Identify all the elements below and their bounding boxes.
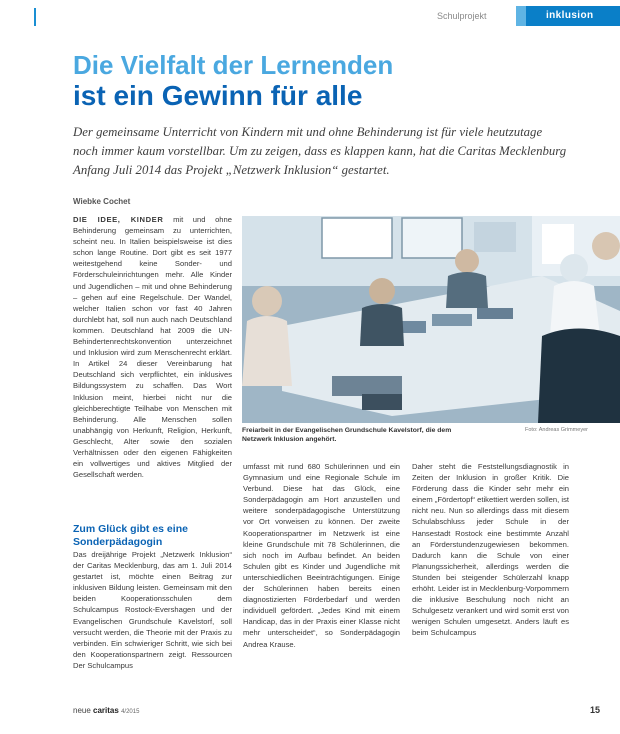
body-paragraph-4: Daher steht die Feststellungsdiagnostik in Zeiten der Inklusion in großer Kritik. Die Förderung dass die Kinder sehr mehr ein einem „Fördertopf“ etikettiert werden sollen, ist nicht neu. Nun so allerdings dass mit diesem Schulabschluss jeder Schule in der Hansestadt Rostock eine bestimmte Anzahl an Förderstundenzugewiesen bekommen. Dadurch kann die Schule von einer Planungssicherheit, allerdings werden die Stunden bei steigender Schülerzahl knapp erhöht. Leider ist in Mecklenburg-Vorpommern die inklusive Beschulung noch nicht an Schulgesetz verankert und wird somit erst von wenigen Schulen umgesetzt. Anders läuft es beim Schulcampus (412, 462, 569, 638)
body-paragraph-1 (73, 214, 232, 480)
section-label: Schulprojekt (437, 11, 487, 21)
body-column-2 (243, 461, 400, 650)
body-column-3 (412, 461, 569, 639)
dropcap-lead-in: DIE IDEE, KINDER (73, 215, 164, 224)
author-byline: Wiebke Cochet (73, 197, 131, 206)
headline-line-2: ist ein Gewinn für alle (73, 80, 363, 111)
body-column-1-lower (73, 549, 232, 671)
magazine-brand (73, 706, 139, 715)
photo-credit: Foto: Andreas Grimmeyer (525, 427, 588, 433)
classroom-photo (242, 216, 620, 423)
brand-name: caritas (93, 706, 119, 715)
body-paragraph-3: umfasst mit rund 680 Schülerinnen und ein Gymnasium und eine Regionale Schule im Verbund. Diese hat das Glück, eine Sonderpädagogin am Hort anzustellen und weitere sonderpädagogische Unterstützung vor Ort vorweisen zu können. Der zweite Kooperationspartner im Netzwerk ist eine kleine Grundschule mit 78 Schülerinnen, die sich noch im Aufbau befindet. An beiden Schulen gibt es Kinder und Jugendliche mit unterschiedlichen Beeinträchtigungen. Einige der Schülerinnen haben bereits einen diagnostizierten Förderbedarf und werden individuell gefördert. „Jedes Kind mit einem Handicap, das in der Praxis einer Klasse nicht mehr unterscheidet“, so Sonderpädagogin Andrea Krause. (243, 462, 400, 649)
lead-paragraph: Der gemeinsame Unterricht von Kindern mit und ohne Behinderung ist für viele heutzutage noch immer kaum vorstellbar. Um zu zeigen, dass es klappen kann, hat die Caritas Mecklenburg Anfang Juli 2014 das Projekt „Netzwerk Inklusion“ gestartet. (73, 125, 567, 177)
section-tab-label: inklusion (546, 10, 594, 21)
headline-line-1: Die Vielfalt der Lernenden (73, 50, 394, 80)
subheading: Zum Glück gibt es eine Sonderpädagogin (73, 523, 188, 548)
issue-number: 4/2015 (121, 709, 140, 715)
photo-caption: Freiarbeit in der Evangelischen Grundschule Kavelstorf, die dem Netzwerk Inklusion angehört. (242, 427, 452, 443)
tab-notch (516, 6, 526, 26)
page-number: 15 (590, 705, 601, 715)
body-paragraph-2: Das dreijährige Projekt „Netzwerk Inklusion“ der Caritas Mecklenburg, das am 1. Juli 2014 gestartet ist, möchte einen Beitrag zur inklusiven Bildung leisten. Gemeinsam mit den beiden Kooperationsschulen dem Schulcampus Rostock-Evershagen und der Evangelischen Grundschule Kavelstorf, soll versucht werden, die Theorie mit der Praxis zu verbinden. Ein schwieriger Schritt, wie sich bei den Kooperationspartnern zeigt. Ressourcen Der Schulcampus (73, 550, 232, 670)
brand-prefix: neue (73, 706, 91, 715)
body-column-1 (73, 214, 232, 480)
classroom-photo-illustration (242, 216, 620, 423)
body-paragraph-1-text: mit und ohne Behinderung gemeinsam zu unterrichten, scheint neu. In Italien beispielsweise ist dies schon lange Routine. Dort gibt es seit 1977 weitestgehend keine Sonder- und Förderschuleinrichtungen mehr. Alle Kinder und Jugendlichen – mit und ohne Behinderung – gehen auf eine Regelschule. Der Wandel, welcher Italien schon vor fast 40 Jahren durchlebt hat, soll nun auch nach Deutschland kommen. Deutschland hat 2009 die UN-Behindertenrechtskonvention unterzeichnet und Inklusion wird zum Menschenrecht erklärt. In Artikel 24 dieser Vereinbarung hat Deutschland sich verpflichtet, ein inklusives Bildungssystem zu schaffen. Das Wort Inklusion meint, hierbei nicht nur die gleichberechtigte Teilhabe von Menschen mit Behinderung. Alle Menschen sollen unabhängig von Herkunft, Religion, Herkunft, Geschlecht, Alter sowie den sozialen Verhältnissen oder den eigenen Fähigkeiten ein vollwertiges und aktives Mitglied der Gesellschaft werden. (73, 215, 232, 480)
section-tab (516, 6, 620, 26)
edge-marker (34, 8, 36, 26)
